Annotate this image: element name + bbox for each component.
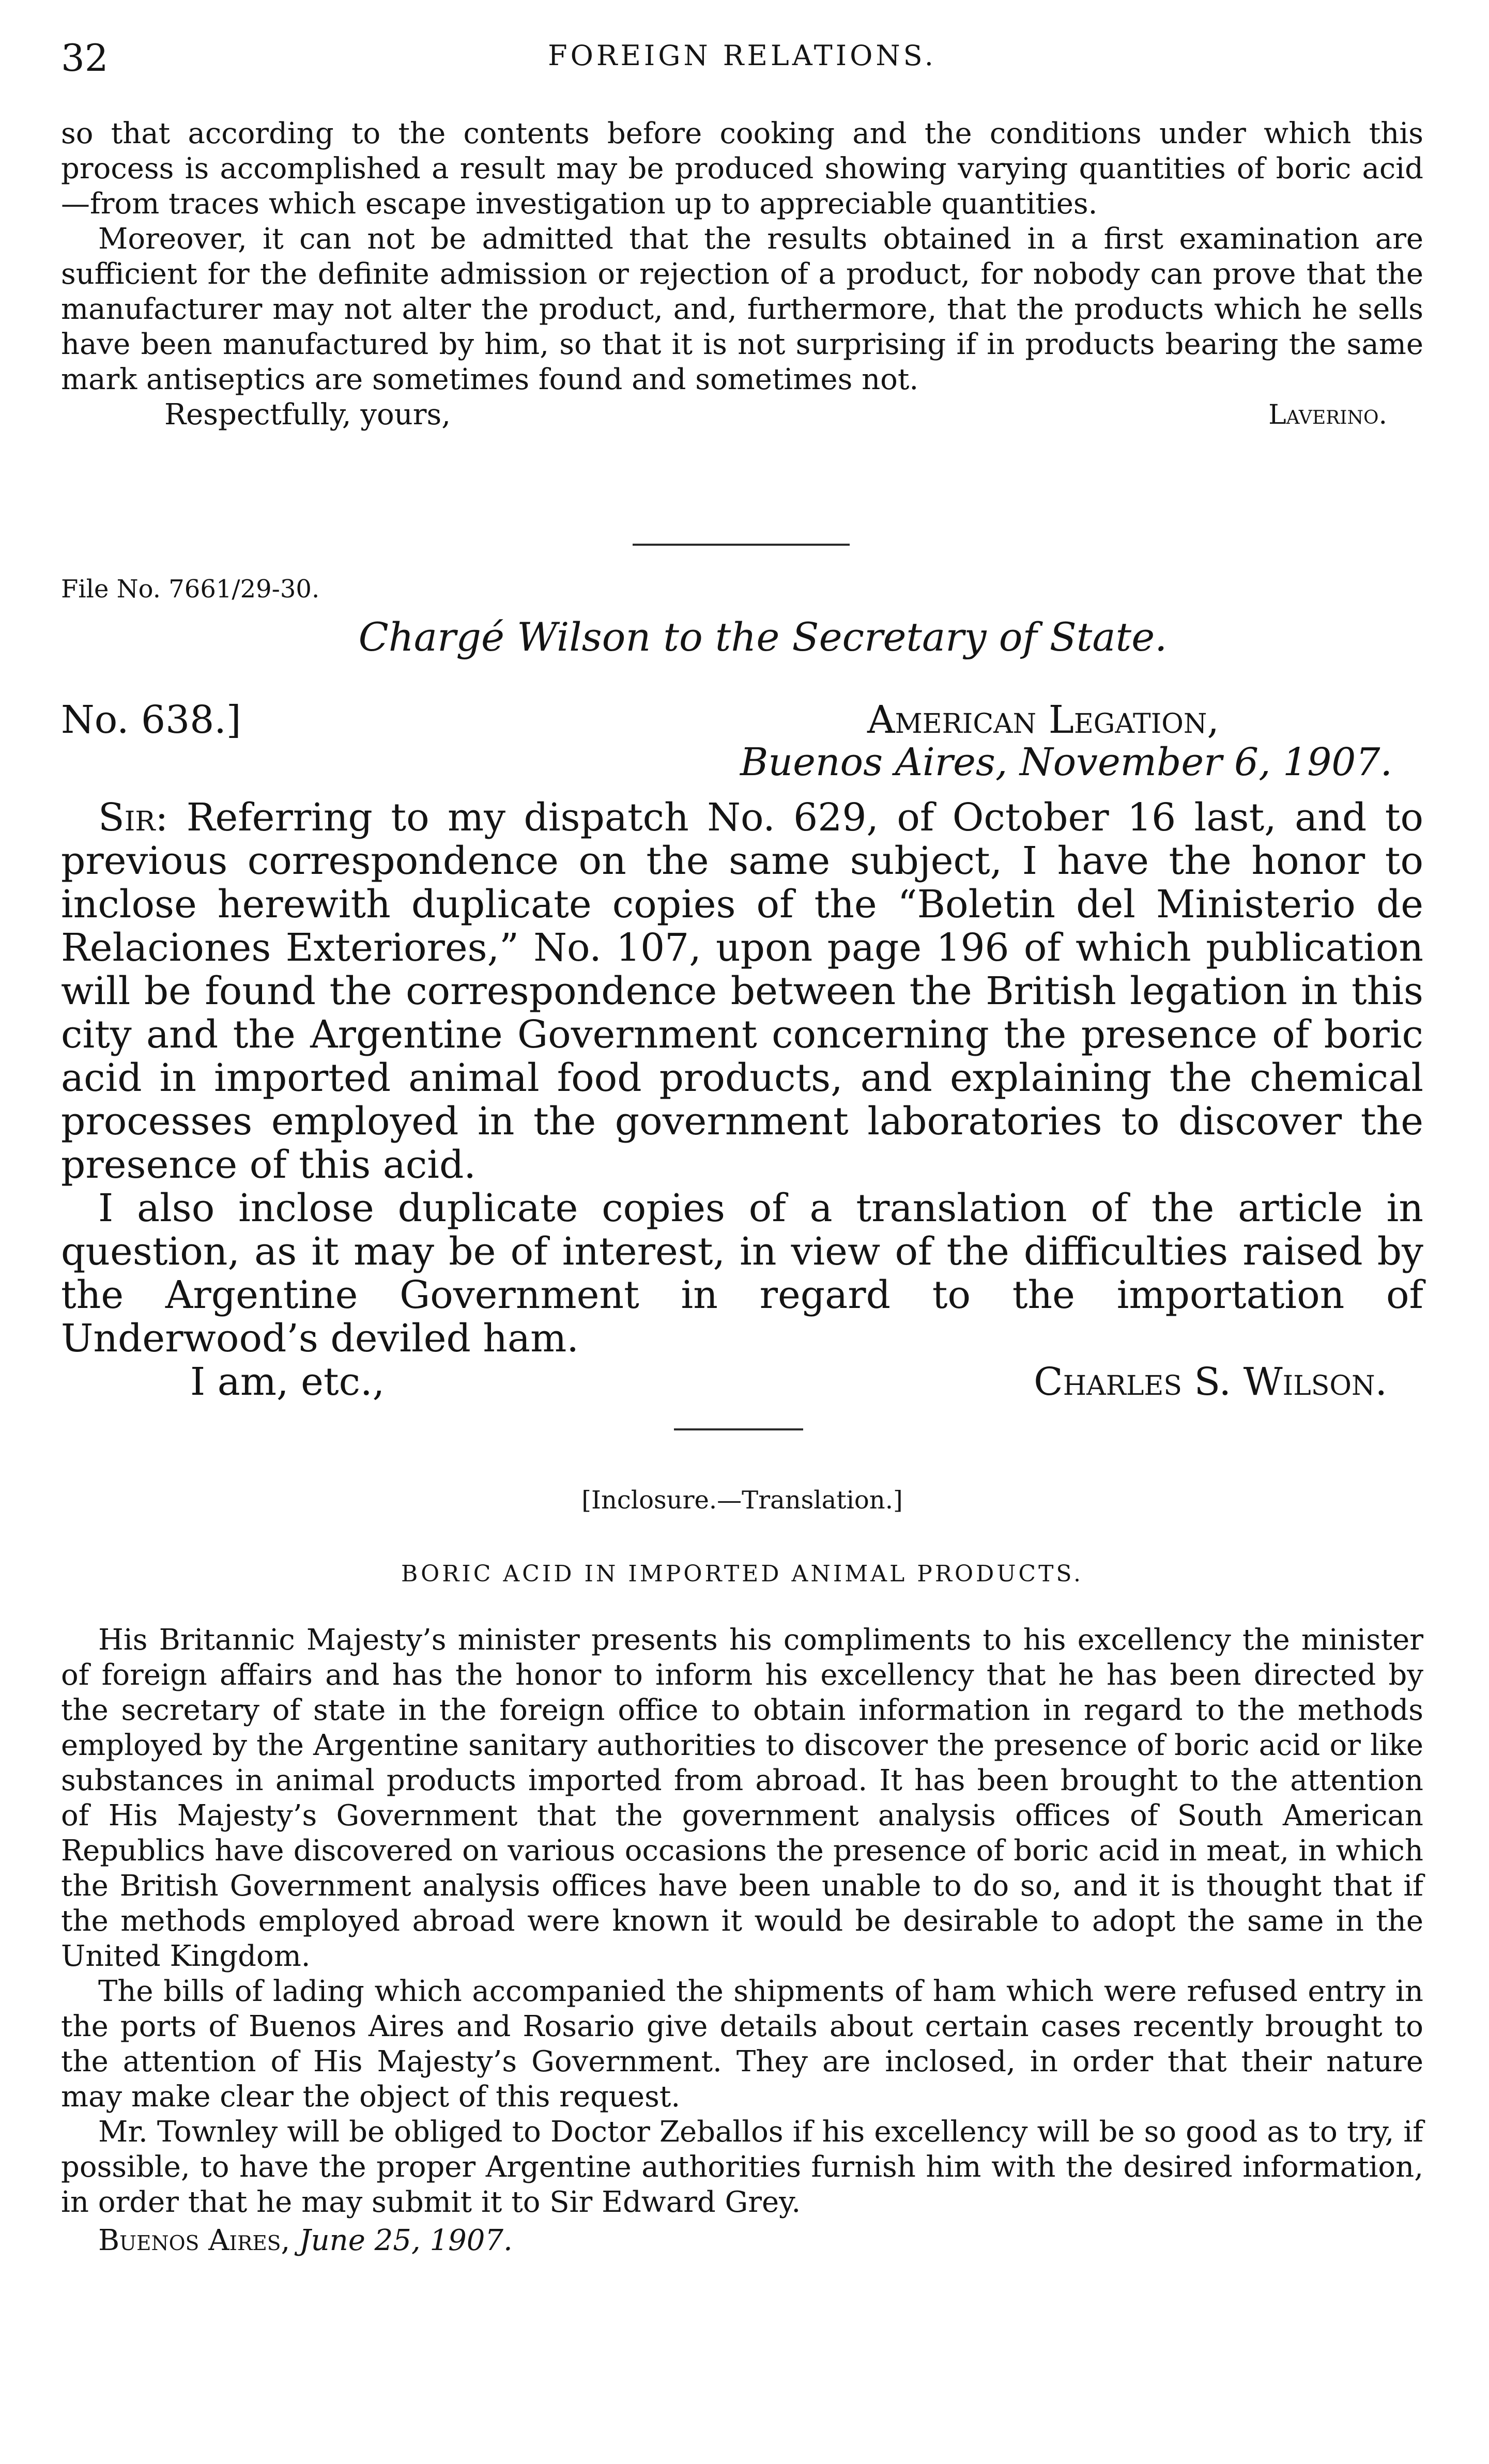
inclosure-paragraph-3: Mr. Townley will be obliged to Doctor Zeballos if his excellency will be so good as to try, if possible, to have the proper Argentine authorities furnish him with the desired information, in order that he may submit it to Sir Edward Grey. xyxy=(61,2115,1423,2219)
top-letter xyxy=(61,116,1423,435)
top-letter-paragraph-1: so that according to the contents before cooking and the conditions under which this process is accomplished a result may be produced showing varying quantities of boric acid—from traces which escape investigation up to appreciable quantities. xyxy=(61,117,1423,221)
dispatch-number: No. 638.] xyxy=(61,698,241,742)
top-letter-closing: Respectfully, yours, xyxy=(164,398,451,432)
dispatch-signature: Charles S. Wilson. xyxy=(1034,1360,1387,1404)
inclosure-paragraph-1: His Britannic Majesty’s minister presents his compliments to his excellency the minister of foreign affairs and has the honor to inform his excellency that he has been directed by the secretary of state in the foreign office to obtain information in regard to the methods employed by the Argentine sanitary authorities to discover the presence of boric acid or like substances in animal products imported from abroad. It has been brought to the attention of His Majesty’s Government that the government analysis offices of South American Republics have discovered on various occasions the presence of boric acid in meat, in which the British Government analysis offices have been unable to do so, and it is thought that if the methods employed abroad were known it would be desirable to adopt the same in the United Kingdom. xyxy=(61,1623,1423,1973)
section-divider-2 xyxy=(674,1428,803,1430)
file-number: File No. 7661/29-30. xyxy=(61,575,320,604)
dispatch-paragraph-2: I also inclose duplicate copies of a translation of the article in question, as it may be of interest, in view of the difficulties raised by the Argentine Government in regard to the importation of Underwood’s deviled ham. xyxy=(61,1186,1423,1361)
running-title: FOREIGN RELATIONS. xyxy=(548,39,937,72)
dispatch-heading xyxy=(61,698,1423,744)
page-header xyxy=(61,36,1423,78)
inclosure-place: Buenos Aires, xyxy=(98,2224,290,2257)
top-letter-paragraph-2: Moreover, it can not be admitted that the results obtained in a first examination are sufficient for the definite admission or rejection of a product, for nobody can prove that the manufacturer may not alter the product, and, furthermore, that the products which he sells have been manufactured by him, so that it is not surprising if in products bearing the same mark antiseptics are sometimes found and sometimes not. xyxy=(61,222,1423,396)
inclosure-heading: BORIC ACID IN IMPORTED ANIMAL PRODUCTS. xyxy=(401,1561,1083,1587)
dispatch-body xyxy=(61,796,1423,1407)
dispatch-title: Chargé Wilson to the Secretary of State. xyxy=(358,614,1168,660)
dispatch-salutation: Sir: xyxy=(98,795,168,840)
legation-name: American Legation, xyxy=(867,698,1219,742)
inclosure-paragraph-2: The bills of lading which accompanied the shipments of ham which were refused entry in the ports of Buenos Aires and Rosario give details about certain cases recently brought to the attention of His Majesty’s Government. They are inclosed, in order that their nature may make clear the object of this request. xyxy=(61,1975,1423,2114)
inclosure-dateline xyxy=(61,2223,1423,2258)
dispatch-paragraph-1: Referring to my dispatch No. 629, of October 16 last, and to previous correspondence on the same subject, I have the honor to inclose herewith duplicate copies of the “Boletin del Ministerio de Relaciones Exteriores,” No. 107, upon page 196 of which publication will be found the correspondence between the British legation in this city and the Argentine Government concerning the presence of boric acid in imported animal food products, and explaining the chemical processes employed in the government laboratories to discover the presence of this acid. xyxy=(61,795,1423,1187)
dispatch-closing: I am, etc., xyxy=(190,1360,385,1404)
inclosure-body xyxy=(61,1623,1423,2258)
dispatch-date: Buenos Aires, November 6, 1907. xyxy=(740,740,1392,784)
page-number: 32 xyxy=(61,36,109,80)
section-divider-1 xyxy=(633,544,850,546)
dispatch-signoff xyxy=(61,1360,1423,1407)
inclosure-date: June 25, 1907. xyxy=(299,2224,513,2257)
top-letter-signoff xyxy=(61,397,1423,435)
inclosure-label: [Inclosure.—Translation.] xyxy=(581,1486,903,1515)
top-letter-signature: Laverino. xyxy=(1268,399,1387,430)
